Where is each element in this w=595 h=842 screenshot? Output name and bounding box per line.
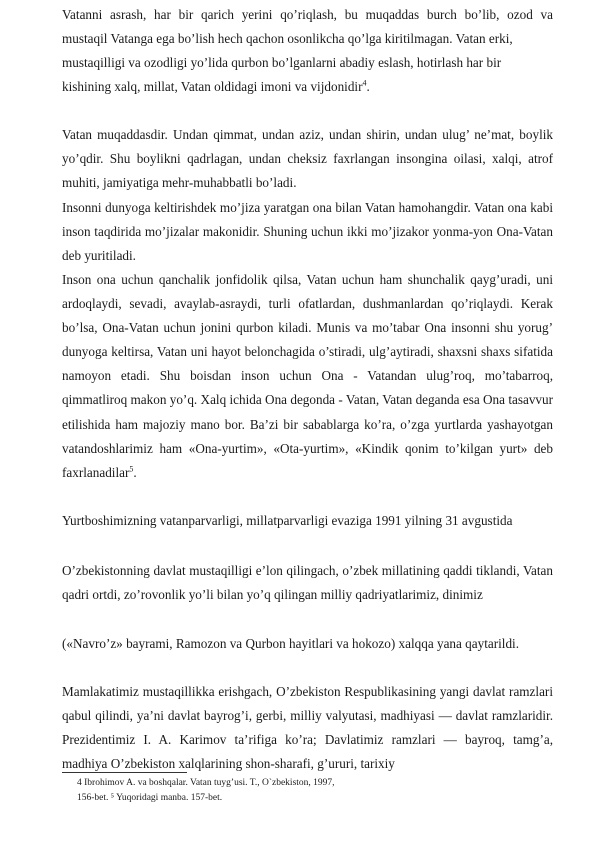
paragraph-7 [62,632,553,656]
p5-text: Yurtboshimizning vatanparvarligi, millatparvarligi evaziga 1991 yilning 31 avgustida [62,513,513,528]
p7-text: («Navro’z» bayrami, Ramozon va Qurbon hayitlari va hokozo) xalqqa yana qaytarildi. [62,636,520,651]
p3-text: Insonni dunyoga keltirishdek mo’jiza yaratgan ona bilan Vatan hamohangdir. Vatan ona kabi inson taqdirida mo’jizalar makonidir. Shuning uchun ikki mo’jizakor yonma-yon Ona-Vatan deb yuritiladi. [62,200,553,264]
p1-line-4-text: kishining xalq, millat, Vatan oldidagi imoni va vijdonidir [62,79,363,94]
p6-text: O’zbekistonning davlat mustaqilligi e’lon qilingach, o’zbek millatining qaddi tiklandi, Vatan qadri ortdi, zo’rovonlik yo’li bilan yo’q qilingan milliy qadriyatlarimiz, dinimiz [62,563,553,603]
p8-text: Mamlakatimiz mustaqillikka erishgach, O’zbekiston Respublikasining yangi davlat ramzlari qabul qilindi, ya’ni davlat bayrog’i, gerbi, milliy valyutasi, madhiyasi — davlat ramzlaridir. Prezidentimiz I. A. Karimov ta’rifiga ko’ra; Davlatimiz ramzlari — bayroq, tamg’a, madhiya O’zbekiston xalqlarining shon-sharafi, g’ururi, tarixiy [62,684,553,772]
paragraph-6 [62,559,553,607]
paragraph-2 [62,123,553,195]
footnote-ref-5: 5 [129,464,134,474]
p2-text: Vatan muqaddasdir. Undan qimmat, undan aziz, undan shirin, undan ulug’ ne’mat, boylik yo’qdir. Shu boylikni qadrlagan, undan cheksiz faxrlangan insongina oilasi, xalqi, atrof muhiti, jamiyatiga mehr-muhabbatli bo’ladi. [62,127,553,191]
paragraph-8 [62,680,553,776]
footnote-ref-4: 4 [362,78,367,88]
p4-tail: . [133,464,137,480]
p1-tail: . [366,79,370,94]
p4-text: Inson ona uchun qanchalik jonfidolik qilsa, Vatan uchun ham shunchalik qayg’uradi, uni ardoqlaydi, sevadi, avaylab-asraydi, turli ofatlardan, dushmanlardan qo’riqlaydi. Kerak bo’lsa, Ona-Vatan uchun jonini qurbon kiladi. Munis va mo’tabar Ona insonni shu yorug’ dunyoga keltirsa, Vatan uni hayot belonchagida o’stiradi, ulg’aytiradi, shaxsni shaxs sifatida namoyon etadi. Shu boisdan inson uchun Ona - Vatandan ulug’roq, mo’tabarroq, qimmatliroq makon yo’q. Xalq ichida Ona degonda - Vatan, Vatan deganda esa Ona tasavvur etilishida ham majoziy mano bor. Ba’zi bir sabablarga ko’ra, o’zga yurtlarda yashayotgan vatandoshlarimiz ham «Ona-yurtim», «Ota-yurtim», «Kindik qonim to’kilgan yurt» deb faxrlanadilar [62,272,553,480]
p1-line-2: mustaqil Vatanga ega bo’lish hech qachon osonlikcha qo’lga kiritilmagan. Vatan erki, [62,31,513,46]
p1-line-1: Vatanni asrash, har bir qarich yerini qo’riqlash, bu muqaddas burch bo’lib, ozod va [62,7,553,22]
p1-line-4 [62,75,370,99]
paragraph-5 [62,509,553,533]
footnote-divider [62,772,187,773]
paragraph-4 [62,268,553,485]
paragraph-3 [62,196,553,268]
p1-line-3: mustaqilligi va ozodligi yo’lida qurbon bo’lganlarni abadiy eslash, hotirlash har bir [62,55,502,70]
footnote-4: 4 Ibrohimov A. va boshqalar. Vatan tuyg’usi. T., O`zbekiston, 1997, [77,778,335,788]
footnote-5: 156-bet. ⁵ Yuqoridagi manba. 157-bet. [77,793,223,803]
